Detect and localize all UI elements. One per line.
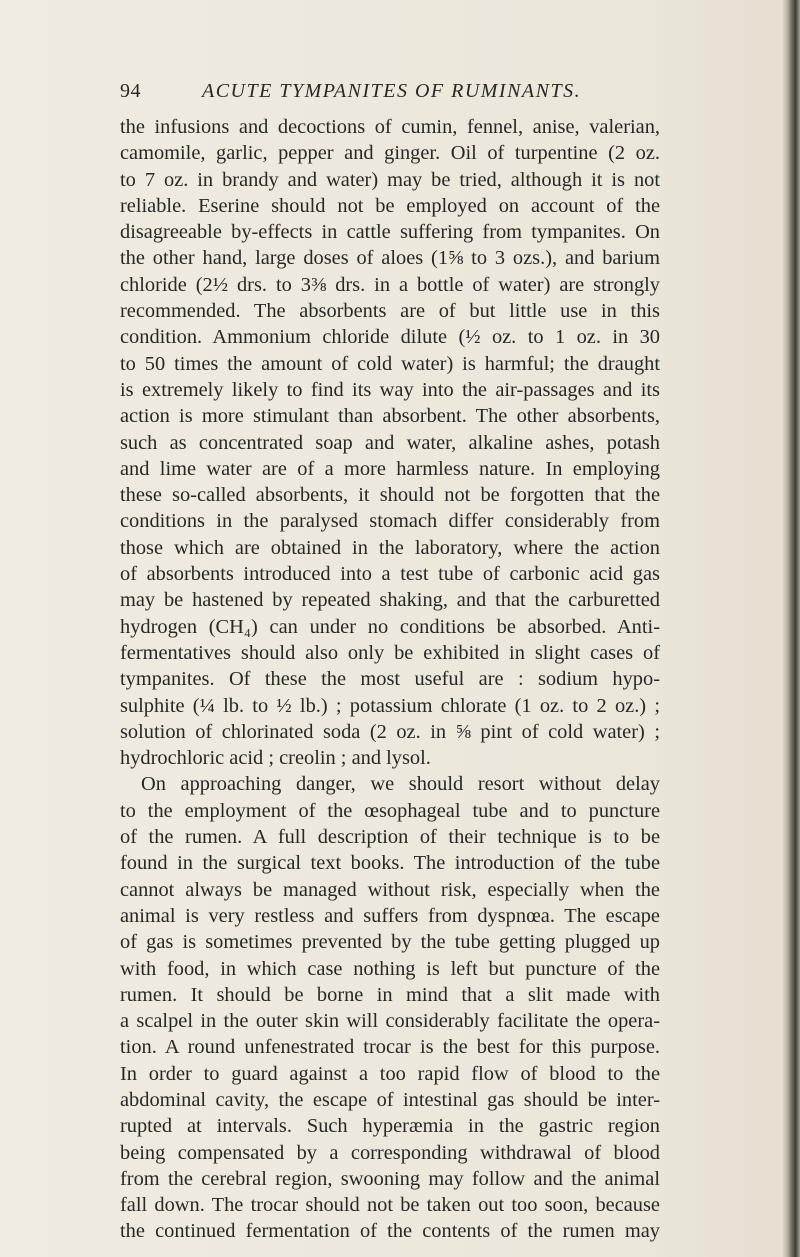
text-line: being compensated by a corresponding withdrawal of blood [120,1141,660,1164]
text-line: of absorbents introduced into a test tube of carbonic acid gas [120,563,660,586]
text-line: reliable. Eserine should not be employed on account of the [120,194,660,217]
text-line: conditions in the paralysed stomach differ considerably from [120,510,660,533]
text-line: the continued fermentation of the contents of the rumen may [120,1220,660,1243]
text-line: rupted at intervals. Such hyperæmia in the gastric region [120,1115,660,1138]
text-line: hydrochloric acid ; creolin ; and lysol. [120,747,431,770]
text-line: tympanites. Of these the most useful are : sodium hypo- [120,668,660,691]
text-line: a scalpel in the outer skin will considerably facilitate the opera- [120,1010,660,1033]
running-title: ACUTE TYMPANITES OF RUMINANTS. [202,80,582,102]
text-line: those which are obtained in the laboratory, where the action [120,536,660,559]
text-line: disagreeable by-effects in cattle suffering from tympanites. On [120,221,660,244]
text-line: from the cerebral region, swooning may follow and the animal [120,1167,660,1190]
text-line: hydrogen (CH₄) can under no conditions be absorbed. Anti- [120,615,660,638]
body-text [120,114,660,1245]
text-line: with food, in which case nothing is left but puncture of the [120,957,660,980]
text-line: of gas is sometimes prevented by the tube getting plugged up [120,931,660,954]
text-line: may be hastened by repeated shaking, and that the carburetted [120,589,660,612]
text-line: action is more stimulant than absorbent. The other absorbents, [120,405,660,428]
text-line: fermentatives should also only be exhibited in slight cases of [120,641,660,664]
text-line: tion. A round unfenestrated trocar is the best for this purpose. [120,1036,660,1059]
text-line: rumen. It should be borne in mind that a slit made with [120,983,660,1006]
text-line: cannot always be managed without risk, especially when the [120,878,660,901]
page-header [120,80,640,114]
text-line: condition. Ammonium chloride dilute (½ oz. to 1 oz. in 30 [120,326,660,349]
page-binding-edge [782,0,800,1257]
text-line: fall down. The trocar should not be taken out too soon, because [120,1194,660,1217]
text-line: is extremely likely to find its way into the air-passages and its [120,378,660,401]
text-line: these so-called absorbents, it should not be forgotten that the [120,484,660,507]
text-line: to 50 times the amount of cold water) is harmful; the draught [120,352,660,375]
page-number: 94 [120,80,141,102]
text-line: solution of chlorinated soda (2 oz. in ⅝ pint of cold water) ; [120,720,660,743]
text-line: to 7 oz. in brandy and water) may be tried, although it is not [120,168,660,191]
text-line: such as concentrated soap and water, alkaline ashes, potash [120,431,660,454]
text-line: sulphite (¼ lb. to ½ lb.) ; potassium chlorate (1 oz. to 2 oz.) ; [120,694,660,717]
text-line: and lime water are of a more harmless nature. In employing [120,457,660,480]
text-line: found in the surgical text books. The introduction of the tube [120,852,660,875]
text-line: the infusions and decoctions of cumin, fennel, anise, valerian, [120,116,660,138]
text-line: On approaching danger, we should resort without delay [141,773,660,796]
text-line: chloride (2½ drs. to 3⅜ drs. in a bottle of water) are strongly [120,273,660,296]
text-line: animal is very restless and suffers from dyspnœa. The escape [120,904,660,927]
text-line: of the rumen. A full description of their technique is to be [120,826,660,849]
text-line: to the employment of the œsophageal tube and to puncture [120,799,660,822]
text-line: In order to guard against a too rapid flow of blood to the [120,1062,660,1085]
text-line: the other hand, large doses of aloes (1⅝ to 3 ozs.), and barium [120,247,660,270]
text-line: abdominal cavity, the escape of intestinal gas should be inter- [120,1088,660,1111]
text-line: camomile, garlic, pepper and ginger. Oil of turpentine (2 oz. [120,142,660,165]
text-line: recommended. The absorbents are of but little use in this [120,300,660,323]
